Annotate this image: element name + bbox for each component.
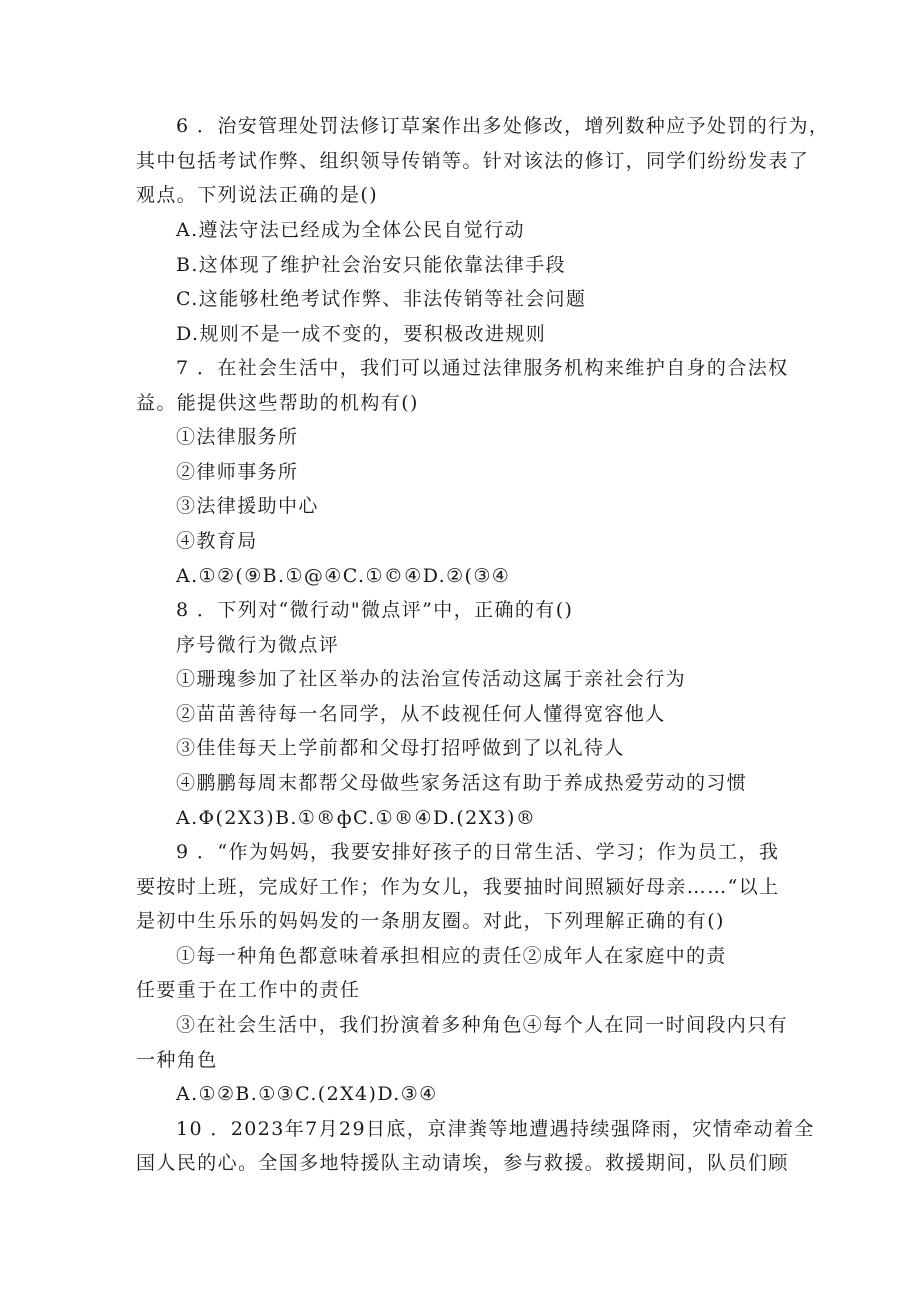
question-9-item-line-4: 一种角色: [136, 1049, 218, 1071]
question-8-item-4: ④鹏鹏每周末都帮父母做些家务活这有助于养成热爱劳动的习惯: [176, 772, 748, 794]
question-10-stem-line-2: 国人民的心。全国多地特援队主动请埃，参与救援。救援期间，队员们顾: [136, 1152, 789, 1174]
question-6-stem-line-3: 观点。下列说法正确的是(): [136, 184, 379, 206]
question-7-item-3: ③法律援助中心: [176, 495, 319, 517]
question-7-options: A.①②(⑨B.①@④C.①©④D.②(③④: [176, 565, 511, 587]
question-9-item-line-2: 任要重于在工作中的责任: [136, 979, 361, 1001]
question-9-stem-line-1: 9 ．“作为妈妈，我要安排好孩子的日常生活、学习；作为员工，我: [176, 841, 780, 863]
question-10-stem-line-1: 10 ．2023年7月29日底，京津粪等地遭遇持续强降雨，灾情牵动着全: [176, 1118, 815, 1140]
question-9-item-line-3: ③在社会生活中，我们扮演着多种角色④每个人在同一时间段内只有: [176, 1014, 789, 1036]
question-9-stem-line-3: 是初中生乐乐的妈妈发的一条朋友圈。对此，下列理解正确的有(): [136, 910, 725, 932]
question-7-item-4: ④教育局: [176, 530, 258, 552]
question-7-stem-line-1: 7 ．在社会生活中，我们可以通过法律服务机构来维护自身的合法权: [176, 357, 789, 379]
question-8-item-3: ③佳佳每天上学前都和父母打招呼做到了以礼待人: [176, 737, 625, 759]
question-6-option-a: A.遵法守法已经成为全体公民自觉行动: [176, 219, 525, 241]
question-9-options: A.①②B.①③C.(2X4)D.③④: [176, 1083, 438, 1105]
question-8-options: A.Φ(2X3)B.①®фC.①®④D.(2X3)®: [176, 807, 537, 829]
question-7-stem-line-2: 益。能提供这些帮助的机构有(): [136, 392, 419, 414]
question-8-table-header: 序号微行为微点评: [176, 634, 340, 656]
question-6-option-b: B.这体现了维护社会治安只能依靠法律手段: [176, 254, 567, 276]
question-6-stem-line-2: 其中包括考试作弊、组织领导传销等。针对该法的修订，同学们纷纷发表了: [136, 150, 810, 172]
question-6-option-d: D.规则不是一成不变的，要积极改进规则: [176, 323, 547, 345]
question-7-item-2: ②律师事务所: [176, 461, 299, 483]
question-9-stem-line-2: 要按时上班，完成好工作；作为女儿，我要抽时间照颍好母亲……“以上: [136, 876, 780, 898]
question-7-item-1: ①法律服务所: [176, 426, 299, 448]
question-9-item-line-1: ①每一种角色都意味着承担相应的责任②成年人在家庭中的责: [176, 945, 727, 967]
question-8-item-1: ①珊瑰参加了社区举办的法治宣传活动这属于亲社会行为: [176, 668, 687, 690]
question-8-stem-line-1: 8 ．下列对“微行动"微点评”中，正确的有(): [176, 599, 574, 621]
question-6-option-c: C.这能够杜绝考试作弊、非法传销等社会问题: [176, 288, 587, 310]
question-6-stem-line-1: 6 ．治安管理处罚法修订草案作出多处修改，增列数种应予处罚的行为，: [176, 115, 830, 137]
question-8-item-2: ②苗苗善待每一名同学，从不歧视任何人懂得宽容他人: [176, 703, 666, 725]
